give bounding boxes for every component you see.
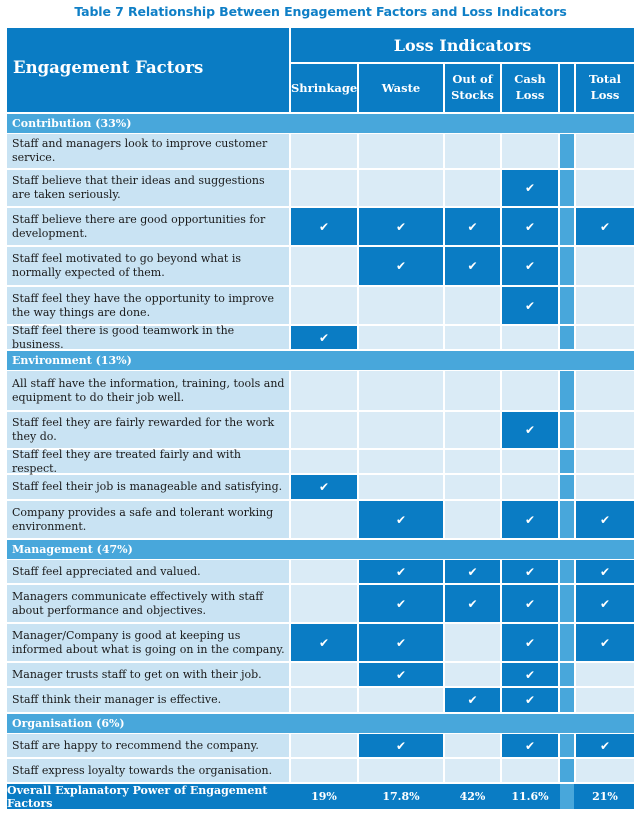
- empty-cell: [445, 134, 500, 168]
- factor-text: All staff have the information, training, tools and equipment to do their job well.: [12, 376, 285, 404]
- empty-cell: [359, 170, 443, 206]
- check-mark-icon: ✔: [395, 259, 407, 273]
- factor-text: Staff feel their job is manageable and satisfying.: [12, 480, 283, 493]
- empty-cell: [502, 326, 558, 349]
- factor-text: Staff are happy to recommend the company.: [12, 738, 259, 752]
- check-mark-icon: ✔: [524, 298, 536, 313]
- check-mark-icon: ✔: [467, 693, 478, 707]
- empty-cell: [359, 450, 443, 473]
- empty-cell: [445, 734, 500, 757]
- check-mark-icon: ✔: [599, 596, 611, 611]
- check-mark-icon: ✔: [524, 667, 536, 682]
- gap-cell: [560, 326, 574, 349]
- factor-text: Manager/Company is good at keeping us informed about what is going on in the company.: [12, 628, 285, 656]
- empty-cell: [291, 170, 357, 206]
- check-mark-icon: ✔: [524, 219, 536, 234]
- check-mark-icon: ✔: [524, 259, 536, 273]
- gap-cell: [560, 134, 574, 168]
- footer-value: 11.6%: [511, 790, 549, 803]
- empty-cell: [576, 663, 634, 686]
- factor-text: Staff feel they have the opportunity to improve the way things are done.: [12, 291, 274, 319]
- empty-cell: [576, 371, 634, 410]
- empty-cell: [502, 759, 558, 782]
- empty-cell: [445, 624, 500, 661]
- header-engagement-factors: Engagement Factors: [13, 58, 204, 77]
- empty-cell: [291, 688, 357, 712]
- empty-cell: [291, 134, 357, 168]
- empty-cell: [445, 326, 500, 349]
- empty-cell: [291, 412, 357, 448]
- factor-text: Staff feel there is good teamwork in the business.: [12, 323, 235, 351]
- empty-cell: [291, 287, 357, 324]
- header-col-0: [291, 80, 357, 96]
- empty-cell: [359, 688, 443, 712]
- empty-cell: [576, 326, 634, 349]
- empty-cell: [576, 412, 634, 448]
- factor-text: Staff feel they are treated fairly and with respect.: [12, 447, 241, 475]
- factor-text: Staff believe that their ideas and suggestions are taken seriously.: [12, 174, 265, 201]
- check-mark-icon: ✔: [467, 564, 478, 579]
- gap-cell: [560, 734, 574, 757]
- factor-text: Staff feel appreciated and valued.: [12, 564, 201, 578]
- header-loss-indicators: Loss Indicators: [393, 36, 532, 55]
- header-col-line: Shrinkage: [291, 81, 358, 95]
- check-mark-icon: ✔: [524, 512, 536, 527]
- gap-cell: [560, 624, 574, 661]
- factor-text: Company provides a safe and tolerant working environment.: [12, 505, 274, 533]
- empty-cell: [502, 450, 558, 473]
- empty-cell: [291, 371, 357, 410]
- empty-cell: [576, 475, 634, 499]
- section-label: Organisation (6%): [12, 717, 125, 730]
- check-mark-icon: ✔: [395, 667, 407, 682]
- empty-cell: [359, 412, 443, 448]
- gap-cell: [560, 450, 574, 473]
- gap-cell: [560, 501, 574, 538]
- check-mark-icon: ✔: [524, 564, 536, 579]
- empty-cell: [359, 371, 443, 410]
- check-mark-icon: ✔: [599, 219, 611, 234]
- empty-cell: [576, 247, 634, 285]
- check-mark-icon: ✔: [524, 693, 536, 707]
- empty-cell: [445, 371, 500, 410]
- factor-text: Staff think their manager is effective.: [12, 693, 222, 706]
- section-label: Management (47%): [12, 543, 133, 556]
- check-mark-icon: ✔: [395, 635, 407, 650]
- section-label: Environment (13%): [12, 354, 132, 367]
- footer-value: 19%: [311, 790, 337, 803]
- header-col-line: Stocks: [451, 88, 494, 102]
- empty-cell: [291, 501, 357, 538]
- check-mark-icon: ✔: [467, 219, 478, 234]
- empty-cell: [359, 326, 443, 349]
- header-col-4: [576, 71, 634, 103]
- gap-cell: [560, 475, 574, 499]
- check-mark-icon: ✔: [395, 738, 407, 753]
- check-mark-icon: ✔: [599, 635, 611, 650]
- check-mark-icon: ✔: [318, 219, 330, 234]
- empty-cell: [359, 475, 443, 499]
- empty-cell: [291, 759, 357, 782]
- empty-cell: [576, 450, 634, 473]
- footer-value: 17.8%: [382, 790, 420, 803]
- gap-cell: [560, 759, 574, 782]
- gap-cell: [560, 412, 574, 448]
- gap-cell: [560, 663, 574, 686]
- empty-cell: [502, 134, 558, 168]
- gap-cell: [560, 585, 574, 622]
- empty-cell: [291, 560, 357, 583]
- check-mark-icon: ✔: [395, 512, 407, 527]
- header-col-2: [445, 71, 500, 103]
- check-mark-icon: ✔: [599, 564, 611, 579]
- empty-cell: [445, 287, 500, 324]
- empty-cell: [291, 734, 357, 757]
- factor-text: Staff believe there are good opportunities for development.: [12, 212, 266, 240]
- empty-cell: [576, 170, 634, 206]
- empty-cell: [359, 287, 443, 324]
- empty-cell: [445, 475, 500, 499]
- check-mark-icon: ✔: [395, 564, 407, 579]
- header-col-line: Out of: [452, 72, 493, 86]
- gap-cell: [560, 287, 574, 324]
- header-col-3: [502, 71, 558, 103]
- empty-cell: [576, 759, 634, 782]
- gap-cell: [560, 371, 574, 410]
- footer-value: 21%: [592, 790, 618, 803]
- empty-cell: [502, 371, 558, 410]
- empty-cell: [291, 450, 357, 473]
- gap-cell: [560, 560, 574, 583]
- empty-cell: [359, 759, 443, 782]
- empty-cell: [359, 134, 443, 168]
- gap-cell: [560, 688, 574, 712]
- empty-cell: [445, 663, 500, 686]
- footer-label: Overall Explanatory Power of Engagement Factors: [7, 783, 268, 810]
- check-mark-icon: ✔: [599, 738, 611, 753]
- check-mark-icon: ✔: [524, 738, 536, 753]
- check-mark-icon: ✔: [524, 181, 536, 195]
- factor-text: Staff feel they are fairly rewarded for the work they do.: [12, 416, 275, 443]
- check-mark-icon: ✔: [318, 330, 330, 345]
- empty-cell: [291, 585, 357, 622]
- check-mark-icon: ✔: [318, 635, 330, 650]
- factor-text: Manager trusts staff to get on with their job.: [12, 667, 262, 681]
- check-mark-icon: ✔: [599, 512, 611, 527]
- empty-cell: [576, 134, 634, 168]
- header-col-line: Waste: [381, 81, 421, 95]
- check-mark-icon: ✔: [395, 596, 407, 611]
- check-mark-icon: ✔: [467, 596, 478, 611]
- header-col-line: Total: [588, 72, 622, 86]
- check-mark-icon: ✔: [395, 219, 407, 234]
- empty-cell: [445, 450, 500, 473]
- section-label: Contribution (33%): [12, 117, 132, 130]
- check-mark-icon: ✔: [524, 635, 536, 650]
- factor-text: Managers communicate effectively with staff about performance and objectives.: [12, 589, 264, 617]
- check-mark-icon: ✔: [467, 259, 478, 273]
- empty-cell: [291, 247, 357, 285]
- factor-text: Staff express loyalty towards the organisation.: [12, 763, 273, 777]
- footer-gap-cell: [560, 784, 574, 809]
- empty-cell: [576, 688, 634, 712]
- header-col-1: [359, 80, 443, 96]
- table-title: Table 7 Relationship Between Engagement Factors and Loss Indicators: [74, 4, 567, 19]
- check-mark-icon: ✔: [524, 596, 536, 611]
- empty-cell: [445, 759, 500, 782]
- empty-cell: [502, 475, 558, 499]
- check-mark-icon: ✔: [318, 480, 330, 494]
- gap-cell: [560, 208, 574, 245]
- gap-cell: [560, 247, 574, 285]
- header-gap-cell: [560, 64, 574, 112]
- empty-cell: [445, 412, 500, 448]
- empty-cell: [576, 287, 634, 324]
- empty-cell: [445, 170, 500, 206]
- factor-text: Staff and managers look to improve customer service.: [12, 137, 268, 164]
- factor-text: Staff feel motivated to go beyond what is normally expected of them.: [12, 252, 242, 279]
- header-col-line: Loss: [590, 88, 620, 102]
- footer-value: 42%: [459, 790, 486, 803]
- gap-cell: [560, 170, 574, 206]
- empty-cell: [291, 663, 357, 686]
- empty-cell: [445, 501, 500, 538]
- header-col-line: Cash: [514, 72, 546, 86]
- header-col-line: Loss: [515, 88, 545, 102]
- check-mark-icon: ✔: [524, 423, 536, 437]
